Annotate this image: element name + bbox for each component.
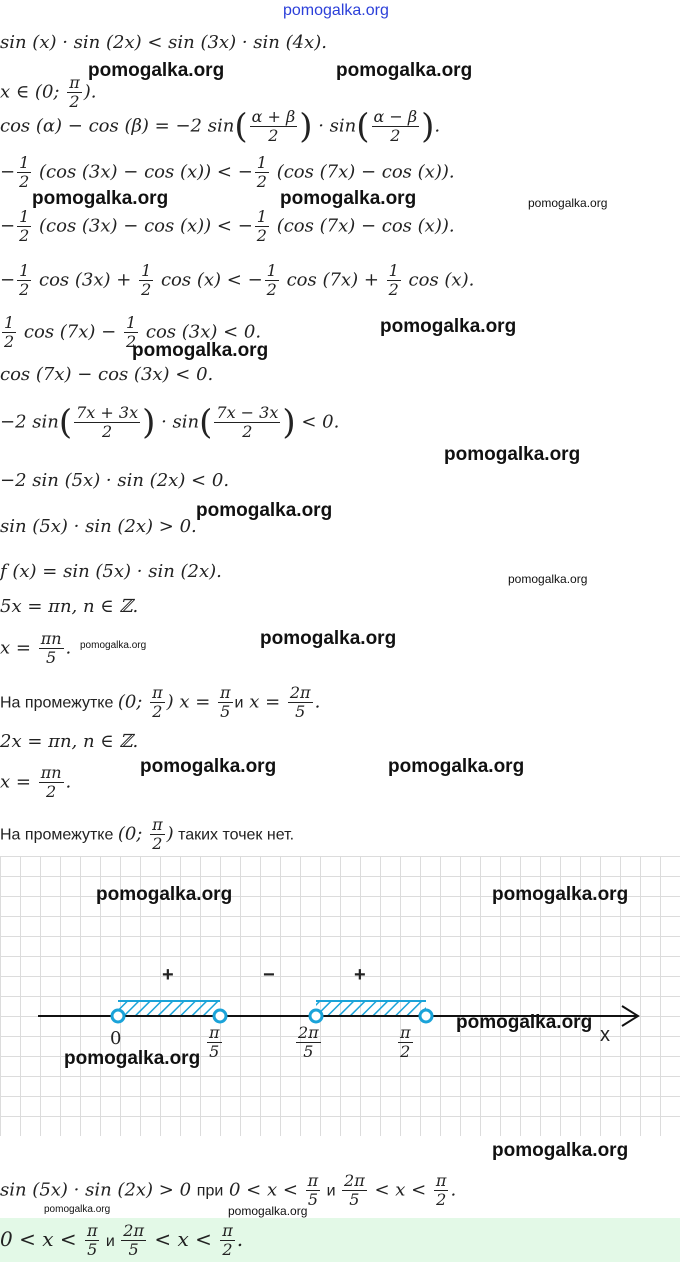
watermark: pomogalka.org <box>88 60 225 81</box>
domain-interval: x ∈ (0; $\frac{\pi}{2}$ ). <box>0 73 97 111</box>
zeros-5x-solution: x = $\frac{\pi n}{5}$ . <box>0 629 72 667</box>
step-line-9: −2 sin( $\frac{7x + 3x}{2}$ ) · sin( $\frac{7x - 3x}{2}$ ) < 0. <box>0 402 340 443</box>
label-pi-2: $\frac{\pi}{2}$ <box>400 1023 411 1061</box>
step-line-8: cos (7x) − cos (3x) < 0. <box>0 364 214 385</box>
label-2pi-5: $\frac{2\pi}{5}$ <box>298 1023 319 1061</box>
watermark: pomogalka.org <box>280 188 417 209</box>
watermark: pomogalka.org <box>336 60 473 81</box>
watermark: pomogalka.org <box>456 1012 593 1033</box>
point-0 <box>112 1010 124 1022</box>
interval-1-hatch <box>118 1001 220 1015</box>
step-line-11: sin (5x) · sin (2x) > 0. <box>0 516 197 537</box>
interval-2-hatch <box>316 1001 426 1015</box>
watermark: pomogalka.org <box>64 1048 201 1069</box>
watermark: pomogalka.org <box>508 572 588 586</box>
point-2pi-5 <box>310 1010 322 1022</box>
sign-minus: − <box>263 964 275 986</box>
watermark: pomogalka.org <box>444 444 581 465</box>
watermark: pomogalka.org <box>492 884 629 905</box>
product-formula: cos (α) − cos (β) = −2 sin( $\frac{\alpha + \beta}{2}$ ) · sin( $\frac{\alpha - \beta}{2}$ ). <box>0 106 441 147</box>
watermark: pomogalka.org <box>228 1204 308 1218</box>
watermark: pomogalka.org <box>32 188 169 209</box>
interval-roots-2x: На промежутке (0; $\frac{\pi}{2}$ ) таких точек нет. <box>0 815 295 853</box>
watermark: pomogalka.org <box>528 196 608 210</box>
answer-text: 0 < x < $\frac{\pi}{5}$ и $\frac{2\pi}{5}$ < x < $\frac{\pi}{2}$ . <box>0 1221 244 1259</box>
watermark: pomogalka.org <box>140 756 277 777</box>
label-pi-5: $\frac{\pi}{5}$ <box>209 1023 220 1061</box>
step-line-5: − $\frac{1}{2}$ (cos (3x) − cos (x)) < − $\frac{1}{2}$ (cos (7x) − cos (x)). <box>0 207 455 245</box>
watermark: pomogalka.org <box>388 756 525 777</box>
point-pi-5 <box>214 1010 226 1022</box>
watermark: pomogalka.org <box>96 884 233 905</box>
point-pi-2 <box>420 1010 432 1022</box>
watermark: pomogalka.org <box>44 1204 111 1215</box>
zeros-5x: 5x = πn, n ∈ ℤ. <box>0 596 139 617</box>
interval-roots-5x: На промежутке (0; $\frac{\pi}{2}$ ) x = $\frac{\pi}{5}$ и x = $\frac{2\pi}{5}$ . <box>0 683 321 721</box>
function-def: f (x) = sin (5x) · sin (2x). <box>0 561 222 582</box>
label-0: 0 <box>110 1028 122 1049</box>
watermark: pomogalka.org <box>260 628 397 649</box>
watermark: pomogalka.org <box>80 640 147 651</box>
step-line-4: − $\frac{1}{2}$ (cos (3x) − cos (x)) < − $\frac{1}{2}$ (cos (7x) − cos (x)). <box>0 153 455 191</box>
axis-label-x: x <box>600 1024 610 1046</box>
solution-statement: sin (5x) · sin (2x) > 0 при 0 < x < $\frac{\pi}{5}$ и $\frac{2\pi}{5}$ < x < $\frac{\pi}{2}$ . <box>0 1171 457 1209</box>
site-header-link[interactable]: pomogalka.org <box>283 2 389 19</box>
step-line-7: $\frac{1}{2}$ cos (7x) − $\frac{1}{2}$ cos (3x) < 0. <box>4 313 262 351</box>
step-line-10: −2 sin (5x) · sin (2x) < 0. <box>0 470 230 491</box>
step-line-6: − $\frac{1}{2}$ cos (3x) + $\frac{1}{2}$ cos (x) < − $\frac{1}{2}$ cos (7x) + $\frac{1}{2}$ cos (x). <box>0 261 475 299</box>
sign-plus-1: + <box>162 964 174 986</box>
sign-plus-2: + <box>354 964 366 986</box>
watermark: pomogalka.org <box>132 340 269 361</box>
watermark: pomogalka.org <box>380 316 517 337</box>
zeros-2x: 2x = πn, n ∈ ℤ. <box>0 731 139 752</box>
answer-box <box>0 1218 680 1262</box>
watermark: pomogalka.org <box>196 500 333 521</box>
watermark: pomogalka.org <box>492 1140 629 1161</box>
inequality-original: sin (x) · sin (2x) < sin (3x) · sin (4x). <box>0 32 327 53</box>
zeros-2x-solution: x = $\frac{\pi n}{2}$ . <box>0 763 72 801</box>
